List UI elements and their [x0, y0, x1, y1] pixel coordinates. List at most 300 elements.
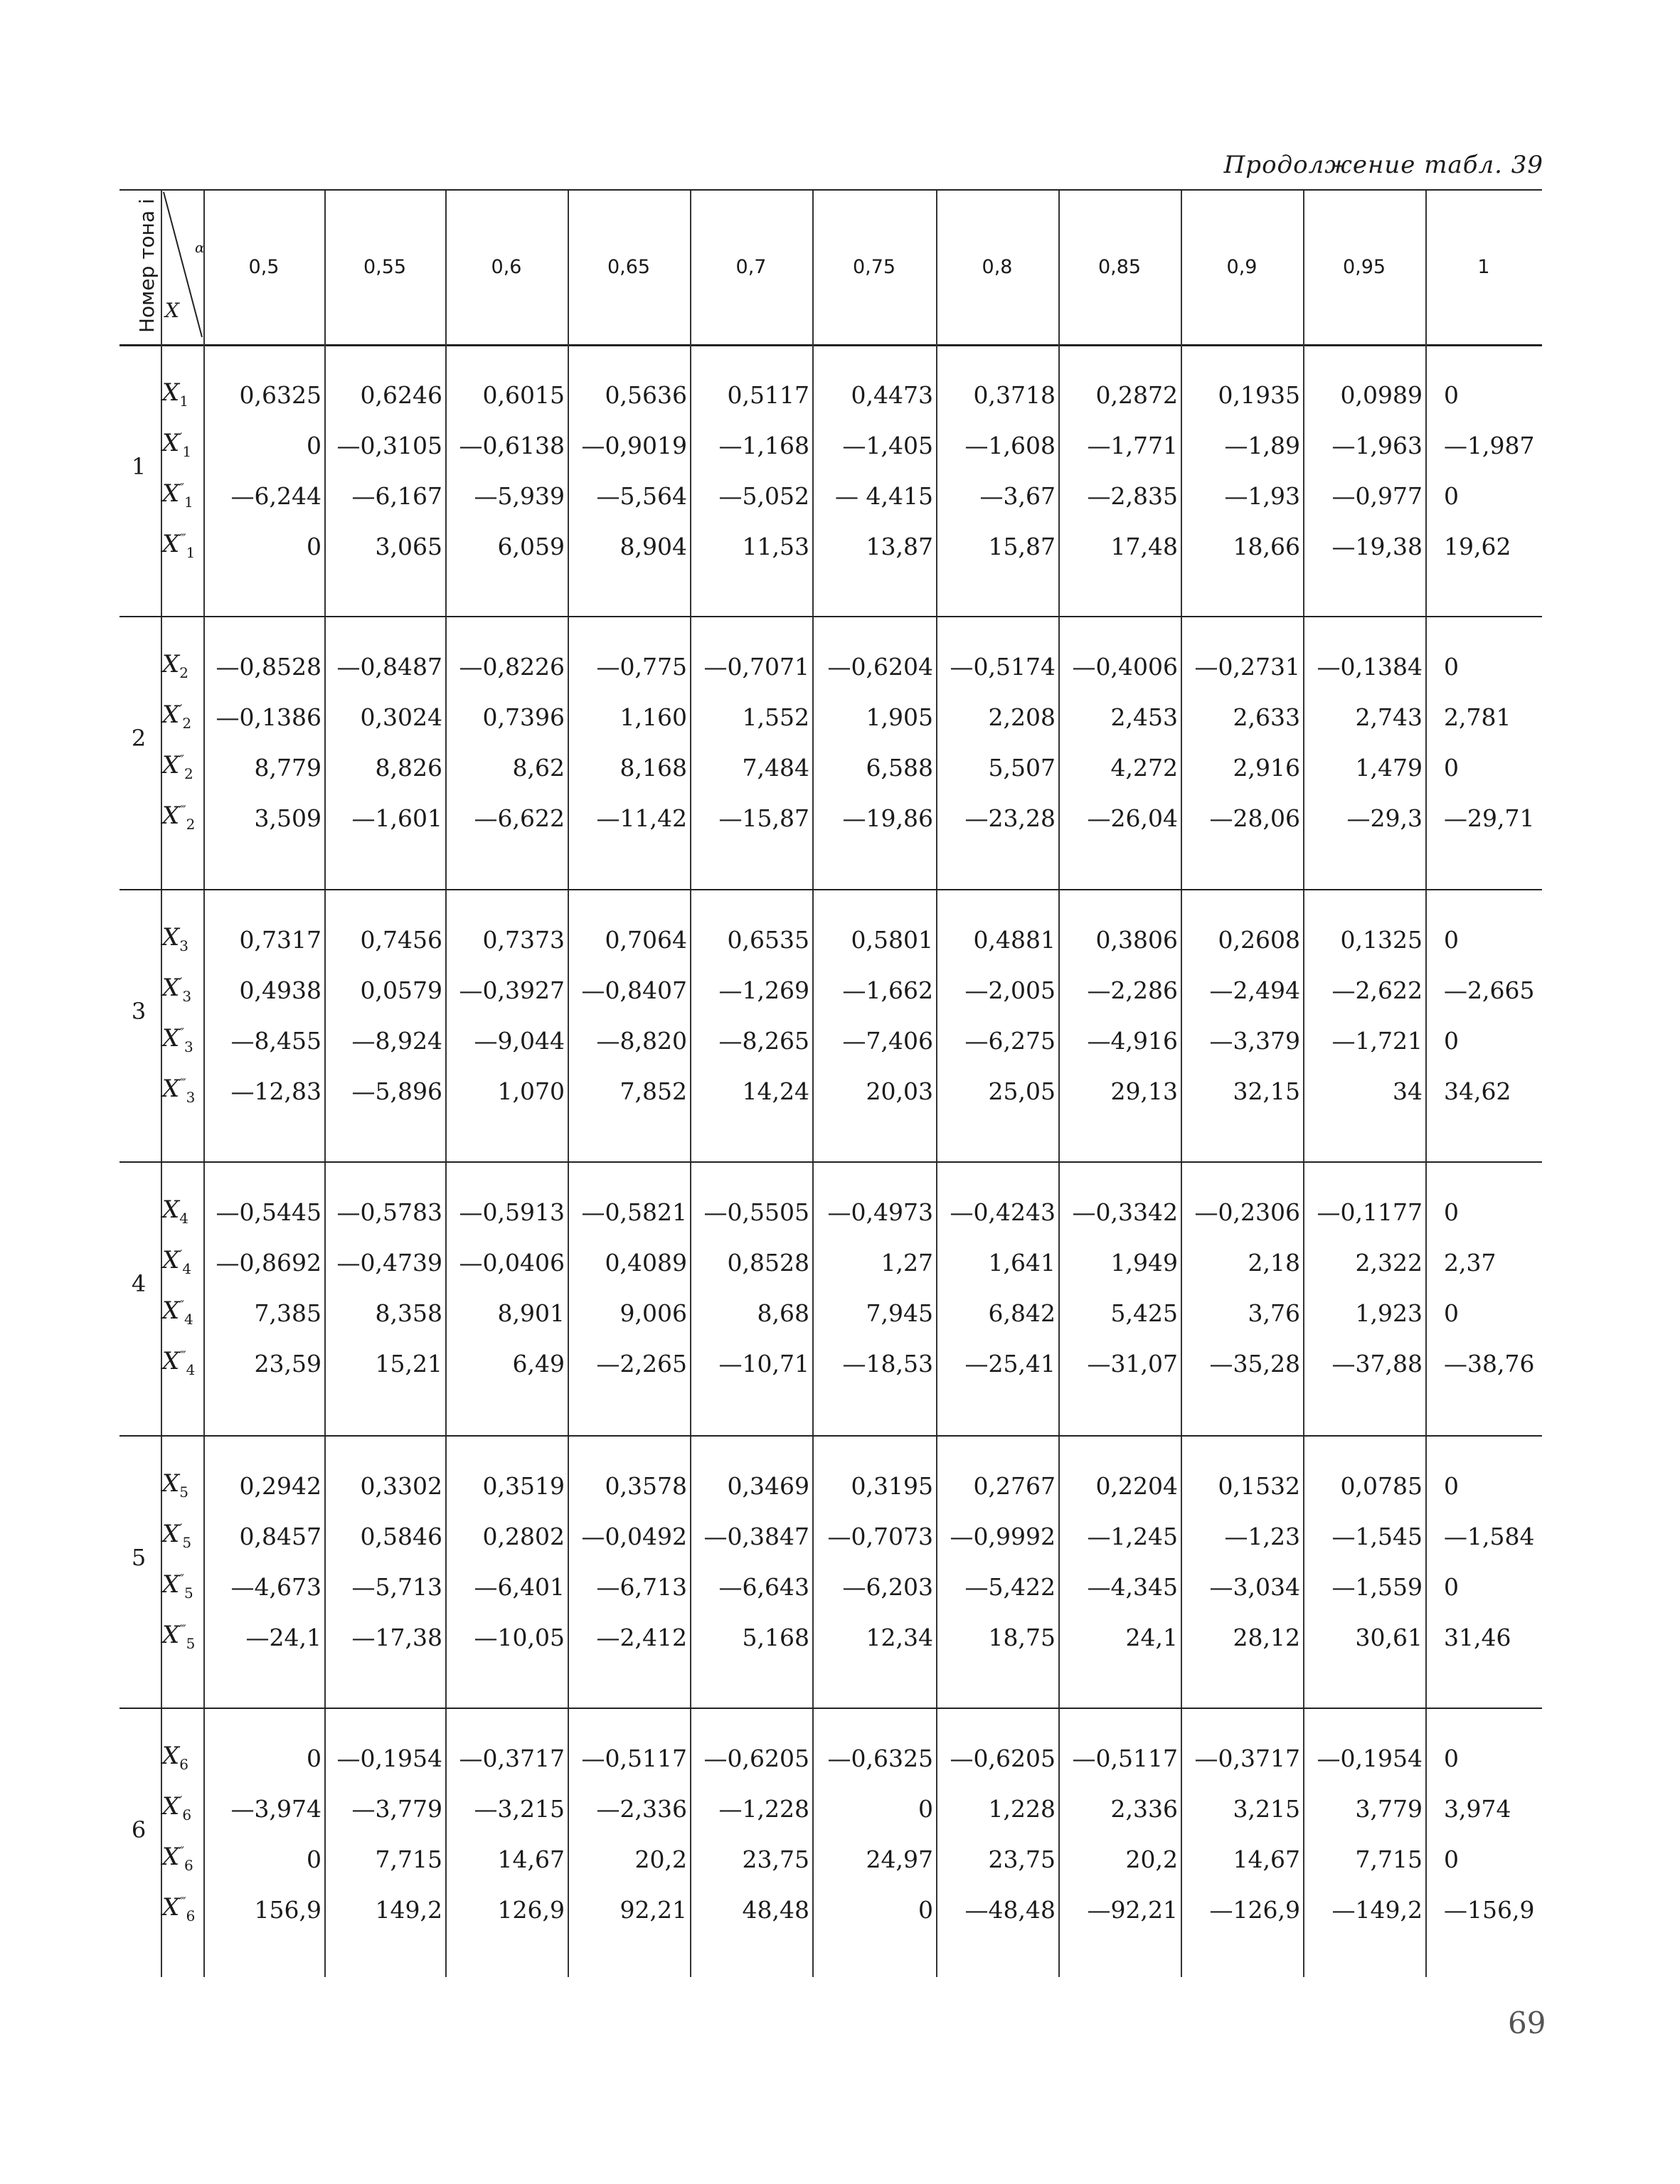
x-variable-label — [162, 701, 205, 732]
table-cell: 1,923 — [1355, 1299, 1423, 1327]
table-cell: 31,46 — [1444, 1624, 1511, 1651]
table-cell: —5,896 — [351, 1077, 442, 1105]
table-cell: 0,4938 — [239, 976, 321, 1004]
x-variable-derivative: ″ — [179, 1026, 184, 1041]
table-cell: —0,5174 — [950, 653, 1056, 681]
table-cell: —2,265 — [596, 1350, 687, 1378]
table-cell: —0,2306 — [1194, 1198, 1300, 1226]
table-cell: —10,71 — [718, 1350, 809, 1378]
table-cell: 126,9 — [497, 1896, 565, 1924]
table-cell: —8,265 — [718, 1027, 809, 1055]
table-cell: 15,21 — [375, 1350, 442, 1378]
table-cell: 0,6246 — [360, 381, 442, 409]
table-cell: 0,5117 — [727, 381, 809, 409]
table-cell: 0,3469 — [727, 1472, 809, 1500]
x-variable-index: 5 — [186, 1634, 196, 1652]
table-cell: 0,1532 — [1218, 1472, 1300, 1500]
table-cell: —23,28 — [964, 804, 1056, 832]
x-variable-base: X — [162, 479, 180, 508]
tone-number: 3 — [131, 997, 147, 1025]
table-cell: —29,3 — [1346, 804, 1423, 832]
table-cell: —5,422 — [964, 1573, 1056, 1601]
x-variable-label — [162, 801, 205, 833]
x-variable-index: 4 — [186, 1360, 196, 1378]
table-cell: 7,385 — [254, 1299, 321, 1327]
table-cell: —0,5913 — [459, 1198, 565, 1226]
x-variable-index: 6 — [179, 1755, 188, 1773]
table-cell: —6,244 — [230, 482, 321, 510]
table-cell: —0,8528 — [216, 653, 321, 681]
table-cell: 1,905 — [866, 703, 933, 731]
column-rule — [812, 191, 814, 1977]
table-cell: 2,18 — [1248, 1249, 1300, 1277]
table-cell: —8,455 — [230, 1027, 321, 1055]
x-variable-base: X — [162, 1246, 180, 1274]
x-variable-index: 3 — [182, 987, 192, 1005]
table-cell: 1,070 — [497, 1077, 565, 1105]
column-header: 0,5 — [248, 256, 280, 278]
x-variable-index: 4 — [182, 1259, 192, 1277]
x-variable-base: X — [162, 1843, 180, 1871]
table-cell: 2,781 — [1444, 703, 1511, 731]
table-cell: —5,939 — [474, 482, 565, 510]
table-cell: 34,62 — [1444, 1077, 1511, 1105]
column-header: 0,6 — [491, 256, 522, 278]
table-cell: —24,1 — [245, 1624, 321, 1651]
table-cell: 6,49 — [512, 1350, 565, 1378]
table-cell: —7,406 — [842, 1027, 933, 1055]
table-cell: 0 — [918, 1795, 933, 1823]
table-cell: 18,75 — [988, 1624, 1056, 1651]
table-cell: —0,6205 — [703, 1744, 809, 1772]
x-variable-derivative: ′ — [179, 430, 183, 446]
column-rule — [690, 191, 691, 1977]
table-cell: 0,4473 — [851, 381, 933, 409]
x-variable-label — [162, 1742, 205, 1773]
tone-number: 5 — [131, 1543, 147, 1571]
table-cell: —0,3717 — [1194, 1744, 1300, 1772]
x-variable-derivative: ‴ — [179, 1348, 186, 1364]
table-cell: —0,5445 — [216, 1198, 321, 1226]
table-cell: —37,88 — [1331, 1350, 1423, 1378]
table-cell: 2,633 — [1233, 703, 1300, 731]
table-cell: 8,826 — [375, 754, 442, 782]
x-variable-label — [162, 650, 205, 681]
table-cell: 20,03 — [866, 1077, 933, 1105]
table-cell: —1,405 — [842, 432, 933, 459]
x-variable-index: 2 — [184, 765, 193, 782]
table-caption: Продолжение табл. 39 — [1223, 151, 1543, 179]
table-cell: —0,977 — [1331, 482, 1423, 510]
table-cell: 0 — [1444, 1573, 1459, 1601]
table-cell: —6,713 — [596, 1573, 687, 1601]
table-cell: —126,9 — [1209, 1896, 1300, 1924]
table-cell: 23,75 — [988, 1845, 1056, 1873]
table-cell: —0,9992 — [950, 1523, 1056, 1550]
table-cell: 0,5636 — [605, 381, 687, 409]
column-rule — [936, 191, 937, 1977]
table-cell: 1,641 — [988, 1249, 1056, 1277]
x-variable-label — [162, 1246, 205, 1277]
table-cell: —17,38 — [351, 1624, 442, 1651]
table-cell: 0,4089 — [605, 1249, 687, 1277]
x-variable-base: X — [162, 1570, 180, 1599]
x-variable-derivative: ‴ — [179, 531, 186, 547]
table-cell: 0,8457 — [239, 1523, 321, 1550]
group-separator — [119, 616, 1542, 617]
table-cell: 0 — [1444, 926, 1459, 954]
table-cell: 0,7456 — [360, 926, 442, 954]
table-cell: 0 — [1444, 1472, 1459, 1500]
table-cell: 25,05 — [988, 1077, 1056, 1105]
table-cell: —0,4739 — [336, 1249, 442, 1277]
table-cell: —1,545 — [1331, 1523, 1423, 1550]
table-cell: 0,8528 — [727, 1249, 809, 1277]
table-cell: 2,743 — [1355, 703, 1423, 731]
column-header: 0,85 — [1097, 256, 1142, 278]
table-cell: 11,53 — [742, 533, 809, 560]
table-cell: 1,949 — [1110, 1249, 1178, 1277]
table-cell: 0,2872 — [1095, 381, 1178, 409]
table-cell: —6,275 — [964, 1027, 1056, 1055]
table-cell: 0 — [1444, 1198, 1459, 1226]
table-cell: —2,005 — [964, 976, 1056, 1004]
table-cell: —6,167 — [351, 482, 442, 510]
table-cell: 8,901 — [497, 1299, 565, 1327]
table-cell: 0,7396 — [482, 703, 565, 731]
table-cell: 13,87 — [866, 533, 933, 560]
table-cell: —0,5505 — [703, 1198, 809, 1226]
x-variable-derivative: ′ — [179, 1247, 183, 1263]
table-cell: —0,4243 — [950, 1198, 1056, 1226]
x-variable-label — [162, 923, 205, 954]
table-cell: 48,48 — [742, 1896, 809, 1924]
table-cell: 1,552 — [742, 703, 809, 731]
x-variable-label — [162, 530, 205, 561]
table-cell: —2,412 — [596, 1624, 687, 1651]
table-cell: —5,713 — [351, 1573, 442, 1601]
table-cell: —19,38 — [1331, 533, 1423, 560]
table-cell: 0,4881 — [973, 926, 1056, 954]
table-cell: 0 — [1444, 653, 1459, 681]
table-cell: 3,065 — [375, 533, 442, 560]
table-cell: 32,15 — [1233, 1077, 1300, 1105]
page-number: 69 — [1508, 2005, 1546, 2040]
table-cell: —1,584 — [1444, 1523, 1535, 1550]
table-cell: 7,715 — [1355, 1845, 1423, 1873]
table-cell: —1,963 — [1331, 432, 1423, 459]
x-variable-base: X — [162, 1792, 180, 1821]
x-variable-base: X — [162, 974, 180, 1002]
table-cell: 29,13 — [1110, 1077, 1178, 1105]
table-cell: 1,27 — [881, 1249, 933, 1277]
x-variable-index: 3 — [184, 1038, 193, 1055]
x-variable-index: 1 — [179, 392, 188, 410]
x-variable-label — [162, 1347, 205, 1378]
table-cell: —1,93 — [1224, 482, 1300, 510]
table-cell: —4,673 — [230, 1573, 321, 1601]
x-variable-index: 2 — [182, 714, 192, 732]
table-cell: —0,7073 — [827, 1523, 933, 1550]
x-variable-base: X — [162, 530, 180, 558]
table-cell: 0 — [307, 432, 321, 459]
x-variable-base: X — [162, 1075, 180, 1103]
group-separator — [119, 1435, 1542, 1437]
table-cell: 0,3302 — [360, 1472, 442, 1500]
table-cell: 19,62 — [1444, 533, 1511, 560]
table-cell: 0,3806 — [1095, 926, 1178, 954]
x-variable-base: X — [162, 1742, 180, 1770]
table-cell: —0,775 — [596, 653, 687, 681]
x-variable-derivative: ″ — [179, 752, 184, 768]
table-cell: 7,852 — [620, 1077, 687, 1105]
table-cell: 2,453 — [1110, 703, 1178, 731]
tone-number: 4 — [131, 1269, 147, 1297]
table-cell: —2,336 — [596, 1795, 687, 1823]
table-cell: —0,8226 — [459, 653, 565, 681]
table-cell: —0,6325 — [827, 1744, 933, 1772]
table-cell: 8,904 — [620, 533, 687, 560]
table-cell: —3,379 — [1209, 1027, 1300, 1055]
table-cell: 0 — [1444, 1299, 1459, 1327]
table-cell: —3,779 — [351, 1795, 442, 1823]
table-cell: — 4,415 — [835, 482, 933, 510]
table-cell: —2,835 — [1087, 482, 1178, 510]
table-cell: 1,479 — [1355, 754, 1423, 782]
table-cell: 2,208 — [988, 703, 1056, 731]
table-cell: —1,269 — [718, 976, 809, 1004]
table-cell: 2,916 — [1233, 754, 1300, 782]
x-variable-label — [162, 751, 205, 782]
table-cell: —5,052 — [718, 482, 809, 510]
table-cell: 3,215 — [1233, 1795, 1300, 1823]
table-cell: —0,1177 — [1317, 1198, 1423, 1226]
table-cell: —0,5783 — [336, 1198, 442, 1226]
x-variable-derivative: ″ — [179, 481, 184, 496]
table-cell: 156,9 — [254, 1896, 321, 1924]
alpha-header: α — [195, 239, 205, 256]
table-cell: 0,3578 — [605, 1472, 687, 1500]
column-header: 0,65 — [607, 256, 651, 278]
x-variable-base: X — [162, 701, 180, 729]
table-cell: —0,4006 — [1072, 653, 1178, 681]
table-cell: —1,608 — [964, 432, 1056, 459]
x-variable-base: X — [162, 923, 180, 952]
table-cell: —6,643 — [718, 1573, 809, 1601]
x-variable-label — [162, 974, 205, 1005]
table-cell: —1,662 — [842, 976, 933, 1004]
table-cell: —0,4973 — [827, 1198, 933, 1226]
x-variable-base: X — [162, 1469, 180, 1498]
table-cell: 15,87 — [988, 533, 1056, 560]
column-header: 0,7 — [735, 256, 767, 278]
table-cell: —0,8692 — [216, 1249, 321, 1277]
table-cell: 0 — [918, 1896, 933, 1924]
table-cell: 23,59 — [254, 1350, 321, 1378]
table-cell: —0,3717 — [459, 1744, 565, 1772]
table-cell: 0,6535 — [727, 926, 809, 954]
table-cell: —8,820 — [596, 1027, 687, 1055]
table-cell: 0,0989 — [1340, 381, 1423, 409]
table-cell: 5,425 — [1110, 1299, 1178, 1327]
table-cell: 0 — [307, 533, 321, 560]
table-cell: 0 — [1444, 754, 1459, 782]
table-cell: 2,336 — [1110, 1795, 1178, 1823]
table-cell: 3,509 — [254, 804, 321, 832]
table-cell: 0,3195 — [851, 1472, 933, 1500]
table-cell: 3,974 — [1444, 1795, 1511, 1823]
table-cell: 0 — [1444, 1744, 1459, 1772]
tone-number: 1 — [131, 452, 147, 480]
table-cell: —18,53 — [842, 1350, 933, 1378]
table-cell: 18,66 — [1233, 533, 1300, 560]
x-variable-index: 4 — [179, 1209, 188, 1227]
table-cell: —28,06 — [1209, 804, 1300, 832]
table-cell: 6,588 — [866, 754, 933, 782]
table-cell: —3,974 — [230, 1795, 321, 1823]
table-cell: 6,059 — [497, 533, 565, 560]
table-cell: 24,97 — [866, 1845, 933, 1873]
table-cell: —10,05 — [474, 1624, 565, 1651]
table-cell: —25,41 — [964, 1350, 1056, 1378]
table-cell: —156,9 — [1444, 1896, 1535, 1924]
column-header: 0,75 — [852, 256, 896, 278]
table-cell: —6,401 — [474, 1573, 565, 1601]
x-variable-base: X — [162, 801, 180, 830]
table-cell: —6,622 — [474, 804, 565, 832]
table-cell: —0,9019 — [581, 432, 687, 459]
table-cell: —12,83 — [230, 1077, 321, 1105]
x-header: X — [165, 299, 179, 322]
column-header: 0,95 — [1342, 256, 1386, 278]
x-variable-base: X — [162, 1024, 180, 1053]
table-cell: 0,2802 — [482, 1523, 565, 1550]
column-header: 0,55 — [363, 256, 407, 278]
table-cell: —0,5117 — [581, 1744, 687, 1772]
table-cell: —0,3847 — [703, 1523, 809, 1550]
x-variable-base: X — [162, 429, 180, 457]
x-variable-label — [162, 1296, 205, 1328]
table-cell: 0 — [307, 1845, 321, 1873]
x-variable-label — [162, 429, 205, 460]
x-variable-derivative: ″ — [179, 1298, 184, 1314]
tone-number-header: Номер тона i — [135, 198, 159, 333]
table-cell: —26,04 — [1087, 804, 1178, 832]
table-cell: —48,48 — [964, 1896, 1056, 1924]
column-rule — [1181, 191, 1182, 1977]
table-cell: —2,665 — [1444, 976, 1535, 1004]
table-cell: 1,228 — [988, 1795, 1056, 1823]
group-separator — [119, 889, 1542, 890]
table-cell: 0,5801 — [851, 926, 933, 954]
table-cell: —1,89 — [1224, 432, 1300, 459]
table-cell: 5,507 — [988, 754, 1056, 782]
table-cell: 23,75 — [742, 1845, 809, 1873]
tone-number: 2 — [131, 724, 147, 752]
table-cell: 8,168 — [620, 754, 687, 782]
table-cell: —0,1954 — [1317, 1744, 1423, 1772]
table-cell: 0,3718 — [973, 381, 1056, 409]
x-variable-label — [162, 1024, 205, 1055]
table-cell: —29,71 — [1444, 804, 1535, 832]
x-variable-index: 4 — [184, 1310, 193, 1328]
table-cell: —1,601 — [351, 804, 442, 832]
x-variable-index: 6 — [186, 1907, 196, 1924]
x-variable-label — [162, 1893, 205, 1924]
table-cell: —38,76 — [1444, 1350, 1535, 1378]
x-variable-derivative: ″ — [179, 1572, 184, 1587]
table-cell: —0,5117 — [1072, 1744, 1178, 1772]
table-cell: 8,62 — [512, 754, 565, 782]
column-header: 1 — [1477, 256, 1490, 278]
x-variable-base: X — [162, 1893, 180, 1922]
table-cell: 0 — [1444, 1845, 1459, 1873]
x-variable-label — [162, 378, 205, 410]
header-top-rule — [119, 189, 1542, 191]
table-cell: 0,7317 — [239, 926, 321, 954]
x-variable-label — [162, 479, 205, 511]
x-variable-index: 1 — [186, 543, 196, 561]
x-variable-label — [162, 1570, 205, 1602]
x-variable-derivative: ′ — [179, 1794, 183, 1809]
x-variable-derivative: ‴ — [179, 803, 186, 819]
table-cell: 0,0785 — [1340, 1472, 1423, 1500]
x-variable-base: X — [162, 751, 180, 779]
x-variable-derivative: ‴ — [179, 1076, 186, 1092]
x-variable-base: X — [162, 1195, 180, 1224]
table-cell: —0,1386 — [216, 703, 321, 731]
table-cell: 8,779 — [254, 754, 321, 782]
table-cell: 24,1 — [1125, 1624, 1178, 1651]
table-cell: 2,322 — [1355, 1249, 1423, 1277]
table-cell: —3,034 — [1209, 1573, 1300, 1601]
table-cell: —3,215 — [474, 1795, 565, 1823]
table-cell: —0,6204 — [827, 653, 933, 681]
x-variable-derivative: ″ — [179, 1844, 184, 1860]
table-cell: 0,5846 — [360, 1523, 442, 1550]
table-cell: —2,622 — [1331, 976, 1423, 1004]
table-cell: —1,771 — [1087, 432, 1178, 459]
table-cell: 0,1325 — [1340, 926, 1423, 954]
table-cell: 12,34 — [866, 1624, 933, 1651]
table-cell: 8,68 — [757, 1299, 809, 1327]
table-cell: 0 — [1444, 1027, 1459, 1055]
column-header: 0,8 — [982, 256, 1013, 278]
table-cell: —15,87 — [718, 804, 809, 832]
x-variable-index: 6 — [184, 1856, 193, 1874]
table-cell: 14,24 — [742, 1077, 809, 1105]
x-variable-label — [162, 1843, 205, 1874]
table-cell: 0,0579 — [360, 976, 442, 1004]
table-cell: —4,345 — [1087, 1573, 1178, 1601]
table-cell: 0 — [307, 1744, 321, 1772]
x-variable-base: X — [162, 1621, 180, 1649]
column-rule — [1425, 191, 1427, 1977]
x-variable-label — [162, 1792, 205, 1823]
table-cell: 14,67 — [497, 1845, 565, 1873]
table-cell: 0,7373 — [482, 926, 565, 954]
x-variable-base: X — [162, 1296, 180, 1325]
table-cell: —3,67 — [979, 482, 1056, 510]
x-variable-derivative: ‴ — [179, 1622, 186, 1638]
table-cell: 0,3519 — [482, 1472, 565, 1500]
table-cell: —0,3927 — [459, 976, 565, 1004]
table-cell: —9,044 — [474, 1027, 565, 1055]
x-variable-index: 5 — [184, 1584, 193, 1602]
table-cell: 0 — [1444, 482, 1459, 510]
table-cell: 4,272 — [1110, 754, 1178, 782]
column-rule — [568, 191, 569, 1977]
